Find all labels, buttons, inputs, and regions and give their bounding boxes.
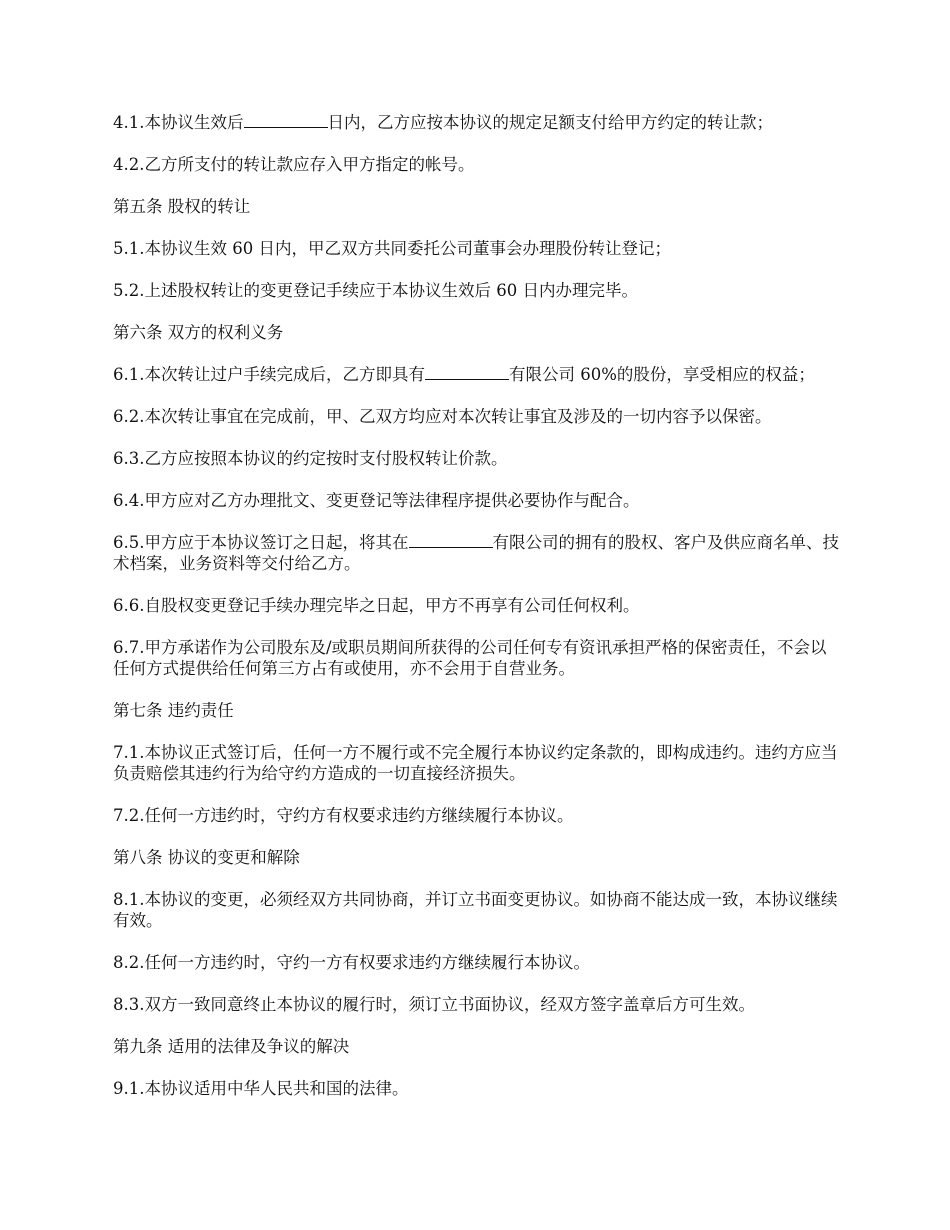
clause-7-1: 7.1.本协议正式签订后，任何一方不履行或不完全履行本协议约定条款的，即构成违约。违约方应当负责赔偿其违约行为给守约方造成的一切直接经济损失。 bbox=[113, 743, 838, 783]
clause-4-1-text-end: 日内，乙方应按本协议的规定足额支付给甲方约定的转让款； bbox=[327, 113, 773, 132]
clause-6-4: 6.4.甲方应对乙方办理批文、变更登记等法律程序提供必要协作与配合。 bbox=[113, 491, 640, 510]
clause-6-5-text-start: 6.5.甲方应于本协议签订之日起，将其在 bbox=[113, 533, 409, 552]
article-5-heading: 第五条 股权的转让 bbox=[113, 197, 251, 216]
clause-4-2: 4.2.乙方所支付的转让款应存入甲方指定的帐号。 bbox=[113, 155, 475, 174]
document-page bbox=[113, 112, 843, 1120]
clause-4-1 bbox=[113, 112, 843, 133]
clause-4-1-text-start: 4.1.本协议生效后 bbox=[113, 113, 244, 132]
clause-6-7: 6.7.甲方承诺作为公司股东及/或职员期间所获得的公司任何专有资讯承担严格的保密责任，不会以任何方式提供给任何第三方占有或使用，亦不会用于自营业务。 bbox=[113, 638, 827, 678]
article-9-heading: 第九条 适用的法律及争议的解决 bbox=[113, 1037, 350, 1056]
clause-6-5 bbox=[113, 532, 843, 574]
clause-6-6: 6.6.自股权变更登记手续办理完毕之日起，甲方不再享有公司任何权利。 bbox=[113, 596, 640, 615]
clause-6-1-text-start: 6.1.本次转让过户手续完成后，乙方即具有 bbox=[113, 365, 425, 384]
article-6-heading: 第六条 双方的权利义务 bbox=[113, 323, 284, 342]
clause-7-2: 7.2.任何一方违约时，守约方有权要求违约方继续履行本协议。 bbox=[113, 806, 574, 825]
article-8-heading: 第八条 协议的变更和解除 bbox=[113, 848, 300, 867]
clause-9-1: 9.1.本协议适用中华人民共和国的法律。 bbox=[113, 1079, 409, 1098]
clause-5-2: 5.2.上述股权转让的变更登记手续应于本协议生效后 60 日内办理完毕。 bbox=[113, 281, 638, 300]
clause-6-1 bbox=[113, 364, 843, 385]
clause-6-5-text-end: 有限公司的拥有的股权、客户及供应商名单、技术档案，业务资料等交付给乙方。 bbox=[113, 533, 839, 573]
fill-in-blank bbox=[244, 112, 328, 128]
article-7-heading: 第七条 违约责任 bbox=[113, 701, 234, 720]
clause-6-2: 6.2.本次转让事宜在完成前，甲、乙双方均应对本次转让事宜及涉及的一切内容予以保密。 bbox=[113, 407, 772, 426]
clause-5-1: 5.1.本协议生效 60 日内，甲乙双方共同委托公司董事会办理股份转让登记； bbox=[113, 239, 671, 258]
clause-8-1: 8.1.本协议的变更，必须经双方共同协商，并订立书面变更协议。如协商不能达成一致，本协议继续有效。 bbox=[113, 890, 838, 930]
fill-in-blank bbox=[409, 532, 493, 548]
clause-8-3: 8.3.双方一致同意终止本协议的履行时，须订立书面协议，经双方签字盖章后方可生效。 bbox=[113, 995, 755, 1014]
clause-6-1-text-end: 有限公司 60%的股份，享受相应的权益； bbox=[509, 365, 815, 384]
fill-in-blank bbox=[425, 364, 509, 380]
clause-8-2: 8.2.任何一方违约时，守约一方有权要求违约方继续履行本协议。 bbox=[113, 953, 590, 972]
clause-6-3: 6.3.乙方应按照本协议的约定按时支付股权转让价款。 bbox=[113, 449, 508, 468]
